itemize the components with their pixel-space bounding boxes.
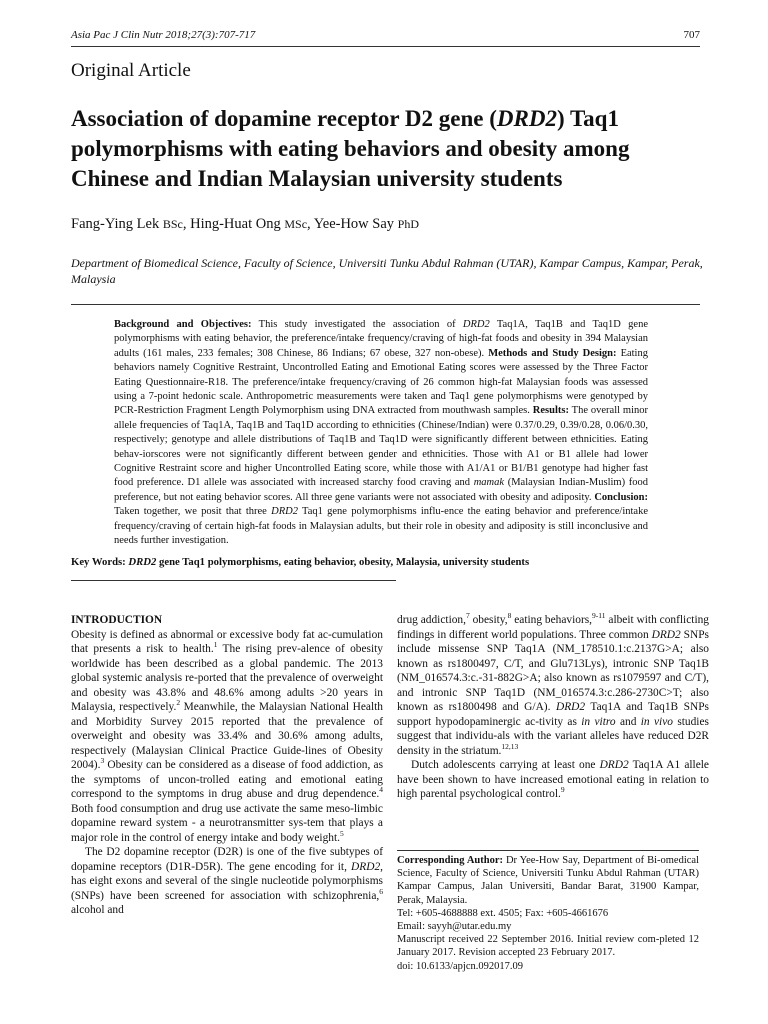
abstract-text: Taken together, we posit that three — [114, 506, 272, 518]
abstract-results-label: Results: — [532, 405, 569, 417]
correspondence-email: Email: sayyh@utar.edu.my — [397, 921, 512, 933]
affiliation-rule — [71, 304, 700, 305]
text: , has eight exons and several of the single nucleotide polymorphisms (SNPs) have been screened for association with schizophrenia, — [71, 860, 383, 902]
text: studies suggest that individu-als with the variant alleles have reduced D2R density in the striatum. — [397, 715, 709, 757]
paragraph — [397, 758, 709, 802]
citation: 1 — [213, 640, 218, 650]
citation: 6 — [379, 886, 383, 896]
text: The D2 dopamine receptor (D2R) is one of the five subtypes of dopamine receptors (D1R-D5R). The gene encoding for it, — [71, 846, 383, 873]
abstract-text: Taq1A, Taq1B and Taq1D gene polymorphisms with eating behavior, the preference/intake frequency/craving of high-fat foods and obesity in 394 Malaysian adults (161 males, 233 females; 308 Chinese, 86 Indians; 67 obese, 327 non-obese). — [114, 319, 649, 359]
title-part2: ) Taq1 polymorphisms with eating behaviors and obesity among Chinese and Indian Malaysian university students — [71, 106, 630, 191]
author-name: Fang-Ying Lek — [71, 216, 160, 232]
citation: 7 — [465, 611, 470, 621]
text: alcohol and — [71, 904, 124, 916]
citation: 9 — [560, 785, 565, 795]
gene-name: DRD2 — [651, 628, 681, 641]
text: Both food consumption and drug use activate the same meso-limbic dopamine reward system - a neurotransmitter sys-tem that plays a major role in the control of energy intake and body weight. — [71, 802, 383, 844]
keywords-rule — [71, 580, 396, 581]
gene-name: DRD2 — [555, 701, 586, 713]
citation: 2 — [176, 698, 181, 708]
author-separator: , — [182, 216, 191, 232]
author-name: Yee-How Say — [313, 216, 395, 232]
article-title — [71, 104, 711, 194]
text: SNPs include missense SNP Taq1A (NM_178510.1:c.2137G>A; also known as rs1800497, C/T, and Glu713Lys), intronic SNP Taq1B (NM_016574.3:c.-31-882G>A; also known as rs1079597 and C/T), and intronic SNP Taq1D (NM_016574.3:c.286-2730C>T; also known as rs1800498 and G/A). — [397, 628, 709, 713]
gene-name: DRD2 — [599, 759, 629, 771]
text: eating behaviors, — [511, 614, 593, 626]
keywords-label: Key Words: — [71, 556, 129, 568]
header-rule — [71, 46, 700, 47]
text: Dutch adolescents carrying at least one — [411, 759, 600, 771]
author-list — [71, 216, 419, 233]
citation: 4 — [379, 785, 383, 795]
citation: 3 — [100, 756, 105, 766]
author-separator: , — [307, 216, 314, 232]
journal-citation: Asia Pac J Clin Nutr 2018;27(3):707-717 — [71, 29, 256, 41]
author-1 — [71, 216, 190, 232]
author-2 — [190, 216, 314, 232]
title-part1: Association of dopamine receptor D2 gene ( — [71, 106, 497, 131]
text: obesity, — [469, 614, 508, 626]
doi: doi: 10.6133/apjcn.092017.09 — [397, 960, 523, 972]
keywords-text: gene Taq1 polymorphisms, eating behavior, obesity, Malaysia, university students — [156, 556, 530, 568]
correspondence-address — [397, 854, 699, 907]
abstract-text: Eating behaviors namely Cognitive Restraint, Uncontrolled Eating and Emotional Eating scores were assessed by the Three Factor Eating Questionnaire-R18. The preference/intake frequency/craving of 26 common high-fat Malaysian foods was assessed using a 7-point hedonic scale. Anthropometric measurements were taken and Taq1 gene polymorphisms were genotyped by PCR-Restriction Fragment Length Polymorphism using DNA extracted from mouthwash samples. — [114, 347, 648, 417]
affiliation: Department of Biomedical Science, Faculty of Science, Universiti Tunku Abdul Rahman (UTAR), Kampar Campus, Kampar, Perak, Malaysia — [71, 256, 703, 286]
text: Taq1A and Taq1B SNPs support hypodopaminergic ac-tivity as — [397, 701, 709, 728]
paragraph — [397, 613, 709, 758]
paragraph — [71, 628, 383, 846]
correspondence-box — [397, 850, 699, 973]
citation: 8 — [507, 611, 512, 621]
abstract-conclusion-label: Conclusion: — [594, 491, 648, 503]
page-number: 707 — [683, 29, 700, 41]
term: in vitro — [581, 715, 616, 728]
correspondence-phone: Tel: +605-4688888 ext. 4505; Fax: +605-4661676 — [397, 907, 609, 919]
author-degree: MSc — [284, 217, 308, 231]
gene-name: DRD2 — [351, 860, 381, 873]
citation: 12,13 — [501, 741, 519, 751]
text: and — [615, 715, 641, 728]
abstract-text: Taq1 gene polymorphisms influ-ence the eating behavior and preference/intake frequency/craving of certain high-fat foods in Malaysian adults, but their role in obesity and adiposity is still inconclusive and needs further investigation. — [114, 506, 648, 547]
abstract-background-label: Background and Objectives: — [114, 319, 252, 330]
gene-name: DRD2 — [271, 506, 298, 518]
abstract-methods-label: Methods and Study Design: — [488, 347, 617, 359]
section-heading: INTRODUCTION — [71, 614, 163, 626]
manuscript-dates: Manuscript received 22 September 2016. Initial review com-pleted 12 January 2017. Revision accepted 23 February 2017. — [397, 934, 699, 959]
body-column-right — [397, 613, 709, 802]
text: Dr Yee-How Say, Department of Bi-omedical Science, Faculty of Science, Universiti Tunku Abdul Rahman (UTAR) Kampar Campus, Jalan Universiti, Bandar Barat, 31900 Kampar, Perak, Malaysia. — [397, 855, 699, 906]
abstract — [114, 318, 648, 549]
correspondence-label: Corresponding Author: — [397, 855, 504, 866]
author-degree: PhD — [397, 217, 419, 231]
abstract-text: (Malaysian Indian-Muslim) food preference, but not eating behavior scores. All three gene variants were not associated with obesity and adiposity. — [114, 477, 648, 503]
keywords — [71, 556, 711, 568]
text: Obesity can be considered as a disease of food addiction, as the symptoms of uncon-trolled eating and emotional eating correspond to the symptoms in drug abuse and drug dependence. — [71, 759, 383, 800]
abstract-text: This study investigated the association of — [251, 319, 463, 330]
text: The rising prev-alence of obesity worldwide has been described as a global pandemic. The 2013 global systemic analysis re-ported that the prevalence of overweight and obesity was 43.8% and 48.6% among adults >20 years in Malaysia, respectively. — [71, 643, 383, 713]
text: drug addiction, — [397, 614, 466, 626]
author-3 — [314, 216, 419, 232]
term-mamak: mamak — [473, 477, 505, 489]
text: Obesity is defined as abnormal or excessive body fat ac-cumulation that presents a risk to health. — [71, 628, 383, 655]
body-column-left — [71, 613, 383, 918]
title-gene: DRD2 — [496, 106, 557, 131]
text: Meanwhile, the Malaysian National Health and Morbidity Survey 2015 reported that the prevalence of overweight and obesity was 33.4% and 30.6% among adults, respectively (Malaysian Clinical Practice Guide-lines of Obesity 2004). — [71, 701, 383, 771]
text: Taq1A A1 allele have been shown to have increased emotional eating in relation to high parental psychological control. — [397, 759, 709, 800]
abstract-text: The overall minor allele frequencies of Taq1A, Taq1B and Taq1D according to ethnicities (Chinese/Indian) were 0.37/0.29, 0.39/0.28, 0.06/0.30, respectively; genotype and allele distributions of Taq1B and Taq1D were significantly different between ethnicities. Eating behav-iorscores were not significantly different between gender and ethnicities. Those with A1 or B1 allele had lower Cognitive Restraint score and higher Uncontrolled Eating score, while those with A1/A1 or B1/B1 genotype had higher fast food preference. D1 allele was associated with increased starchy food craving and — [114, 405, 648, 489]
author-degree: BSc — [162, 217, 183, 231]
text: albeit with conflicting findings in different world populations. Three common — [397, 614, 709, 641]
term: in vivo — [640, 715, 673, 728]
article-type: Original Article — [71, 60, 191, 81]
paragraph — [71, 845, 383, 918]
gene-name: DRD2 — [462, 319, 490, 330]
gene-name: DRD2 — [128, 556, 157, 568]
citation: 9-11 — [592, 611, 606, 621]
author-name: Hing-Huat Ong — [190, 216, 281, 232]
citation: 5 — [339, 828, 344, 838]
